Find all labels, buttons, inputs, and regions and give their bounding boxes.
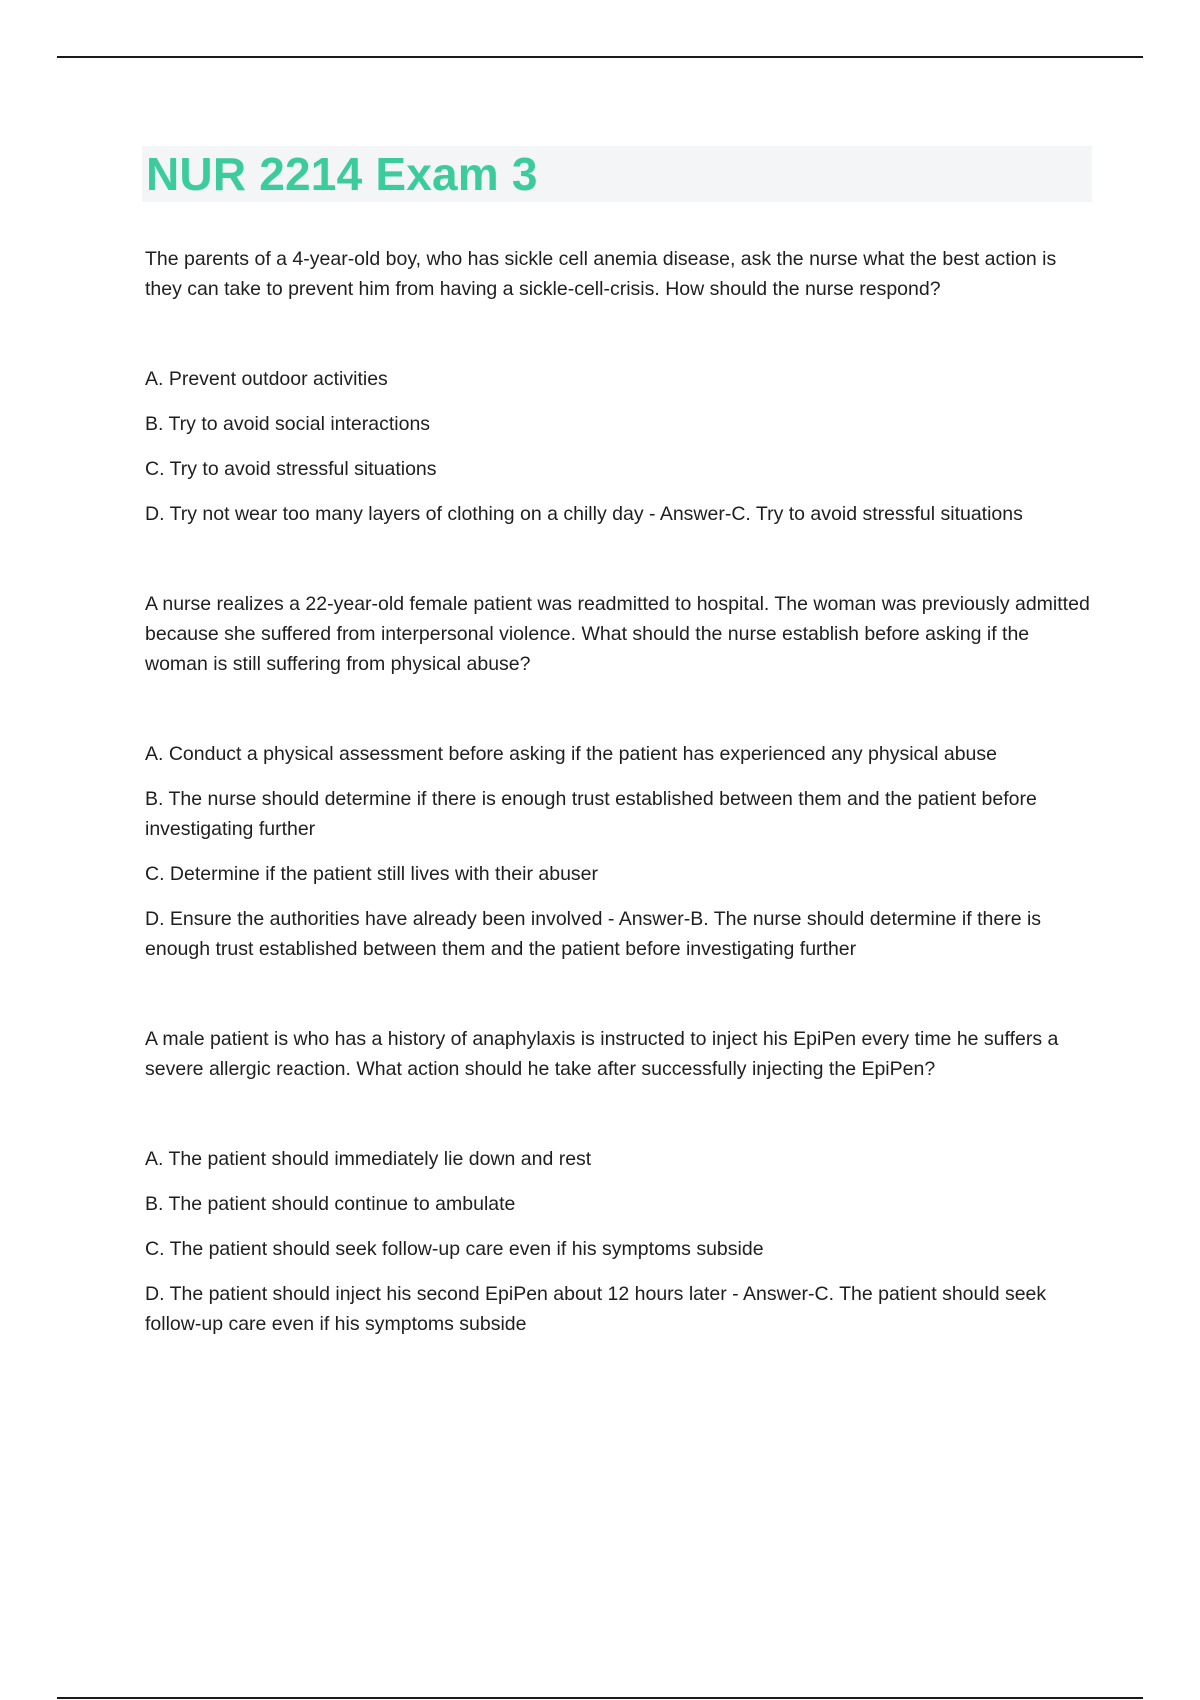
option-a: A. The patient should immediately lie down and rest <box>145 1148 592 1170</box>
answer-options <box>145 739 1090 964</box>
option-d-with-answer: D. Try not wear too many layers of clothing on a chilly day - Answer-C. Try to avoid stressful situations <box>145 503 1023 525</box>
question-text: A male patient is who has a history of anaphylaxis is instructed to inject his EpiPen every time he suffers a severe allergic reaction. What action should he take after successfully injecting the EpiPen? <box>145 1028 1059 1080</box>
option-b: B. The patient should continue to ambulate <box>145 1193 516 1215</box>
option-a: A. Prevent outdoor activities <box>145 368 388 390</box>
option-d-with-answer: D. The patient should inject his second EpiPen about 12 hours later - Answer-C. The patient should seek follow-up care even if his symptoms subside <box>145 1283 1047 1335</box>
question-block-2 <box>145 589 1090 964</box>
option-b: B. The nurse should determine if there is enough trust established between them and the patient before investigating further <box>145 788 1037 840</box>
option-c: C. Try to avoid stressful situations <box>145 458 437 480</box>
option-c: C. Determine if the patient still lives with their abuser <box>145 863 599 885</box>
question-block-1 <box>145 244 1090 529</box>
option-d-with-answer: D. Ensure the authorities have already been involved - Answer-B. The nurse should determine if there is enough trust established between them and the patient before investigating further <box>145 908 1042 960</box>
question-block-3 <box>145 1024 1090 1339</box>
top-rule <box>57 56 1143 58</box>
bottom-rule <box>57 1697 1143 1699</box>
option-c: C. The patient should seek follow-up care even if his symptoms subside <box>145 1238 764 1260</box>
answer-options <box>145 364 1090 529</box>
document-title: NUR 2214 Exam 3 <box>146 148 538 200</box>
answer-options <box>145 1144 1090 1339</box>
option-b: B. Try to avoid social interactions <box>145 413 431 435</box>
question-text: The parents of a 4-year-old boy, who has sickle cell anemia disease, ask the nurse what the best action is they can take to prevent him from having a sickle-cell-crisis. How should the nurse respond? <box>145 248 1057 300</box>
document-body <box>145 244 1090 1354</box>
question-text: A nurse realizes a 22-year-old female patient was readmitted to hospital. The woman was previously admitted because she suffered from interpersonal violence. What should the nurse establish before asking if the woman is still suffering from physical abuse? <box>145 593 1090 675</box>
option-a: A. Conduct a physical assessment before asking if the patient has experienced any physical abuse <box>145 743 998 765</box>
